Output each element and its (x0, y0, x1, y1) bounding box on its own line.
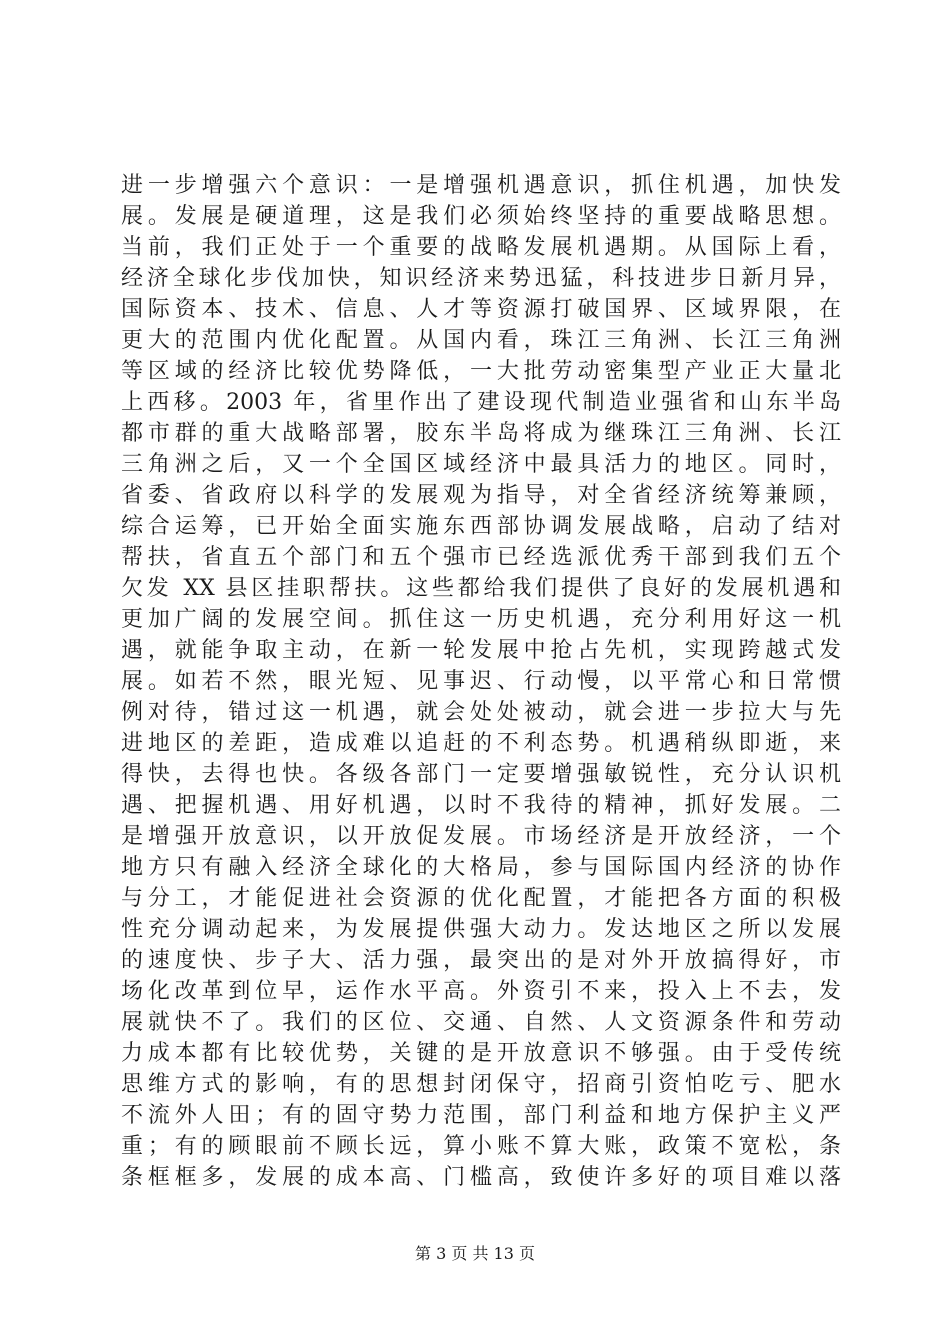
text-line: 更大的范围内优化配置。从国内看，珠江三角洲、长江三角洲 (121, 328, 841, 353)
text-line: 重；有的顾眼前不顾长远，算小账不算大账，政策不宽松，条 (121, 1134, 841, 1159)
text-line: 力成本都有比较优势，关键的是开放意识不够强。由于受传统 (121, 1041, 841, 1066)
text-line: 展就快不了。我们的区位、交通、自然、人文资源条件和劳动 (121, 1010, 841, 1035)
text-line: 更加广阔的发展空间。抓住这一历史机遇，充分利用好这一机 (121, 607, 841, 632)
text-line: 帮扶，省直五个部门和五个强市已经选派优秀干部到我们五个 (121, 545, 841, 570)
text-line: 进地区的差距，造成难以追赶的不利态势。机遇稍纵即逝，来 (121, 731, 841, 756)
text-line: 国际资本、技术、信息、人才等资源打破国界、区域界限，在 (121, 297, 841, 322)
text-line: 遇、把握机遇、用好机遇，以时不我待的精神，抓好发展。二 (121, 793, 841, 818)
text-line: 性充分调动起来，为发展提供强大动力。发达地区之所以发展 (121, 917, 841, 942)
text-line: 省委、省政府以科学的发展观为指导，对全省经济统筹兼顾， (121, 483, 841, 508)
text-line: 思维方式的影响，有的思想封闭保守，招商引资怕吃亏、肥水 (121, 1072, 841, 1097)
text-line: 经济全球化步伐加快，知识经济来势迅猛，科技进步日新月异， (121, 266, 841, 291)
text-line: 都市群的重大战略部署，胶东半岛将成为继珠江三角洲、长江 (121, 421, 841, 446)
text-line: 展。发展是硬道理，这是我们必须始终坚持的重要战略思想。 (121, 204, 841, 229)
text-line: 欠发 XX 县区挂职帮扶。这些都给我们提供了良好的发展机遇和 (121, 576, 841, 601)
text-line: 遇，就能争取主动，在新一轮发展中抢占先机，实现跨越式发 (121, 638, 841, 663)
text-line: 是增强开放意识，以开放促发展。市场经济是开放经济，一个 (121, 824, 841, 849)
page-footer: 第 3 页 共 13 页 (415, 1244, 535, 1263)
text-line: 条框框多，发展的成本高、门槛高，致使许多好的项目难以落 (121, 1165, 841, 1190)
text-line: 上西移。2003 年，省里作出了建设现代制造业强省和山东半岛 (121, 390, 841, 415)
text-line: 等区域的经济比较优势降低，一大批劳动密集型产业正大量北 (121, 359, 841, 384)
text-line: 当前，我们正处于一个重要的战略发展机遇期。从国际上看， (121, 235, 841, 260)
text-line: 展。如若不然，眼光短、见事迟、行动慢，以平常心和日常惯 (121, 669, 841, 694)
text-line: 三角洲之后，又一个全国区域经济中最具活力的地区。同时， (121, 452, 841, 477)
text-line: 与分工，才能促进社会资源的优化配置，才能把各方面的积极 (121, 886, 841, 911)
text-line: 进一步增强六个意识：一是增强机遇意识，抓住机遇，加快发 (121, 173, 841, 198)
text-line: 得快，去得也快。各级各部门一定要增强敏锐性，充分认识机 (121, 762, 841, 787)
body-text (121, 170, 841, 1193)
text-line: 的速度快、步子大、活力强，最突出的是对外开放搞得好，市 (121, 948, 841, 973)
text-line: 综合运筹，已开始全面实施东西部协调发展战略，启动了结对 (121, 514, 841, 539)
text-line: 地方只有融入经济全球化的大格局，参与国际国内经济的协作 (121, 855, 841, 880)
text-line: 例对待，错过这一机遇，就会处处被动，就会进一步拉大与先 (121, 700, 841, 725)
text-line: 不流外人田；有的固守势力范围，部门利益和地方保护主义严 (121, 1103, 841, 1128)
text-line: 场化改革到位早，运作水平高。外资引不来，投入上不去，发 (121, 979, 841, 1004)
